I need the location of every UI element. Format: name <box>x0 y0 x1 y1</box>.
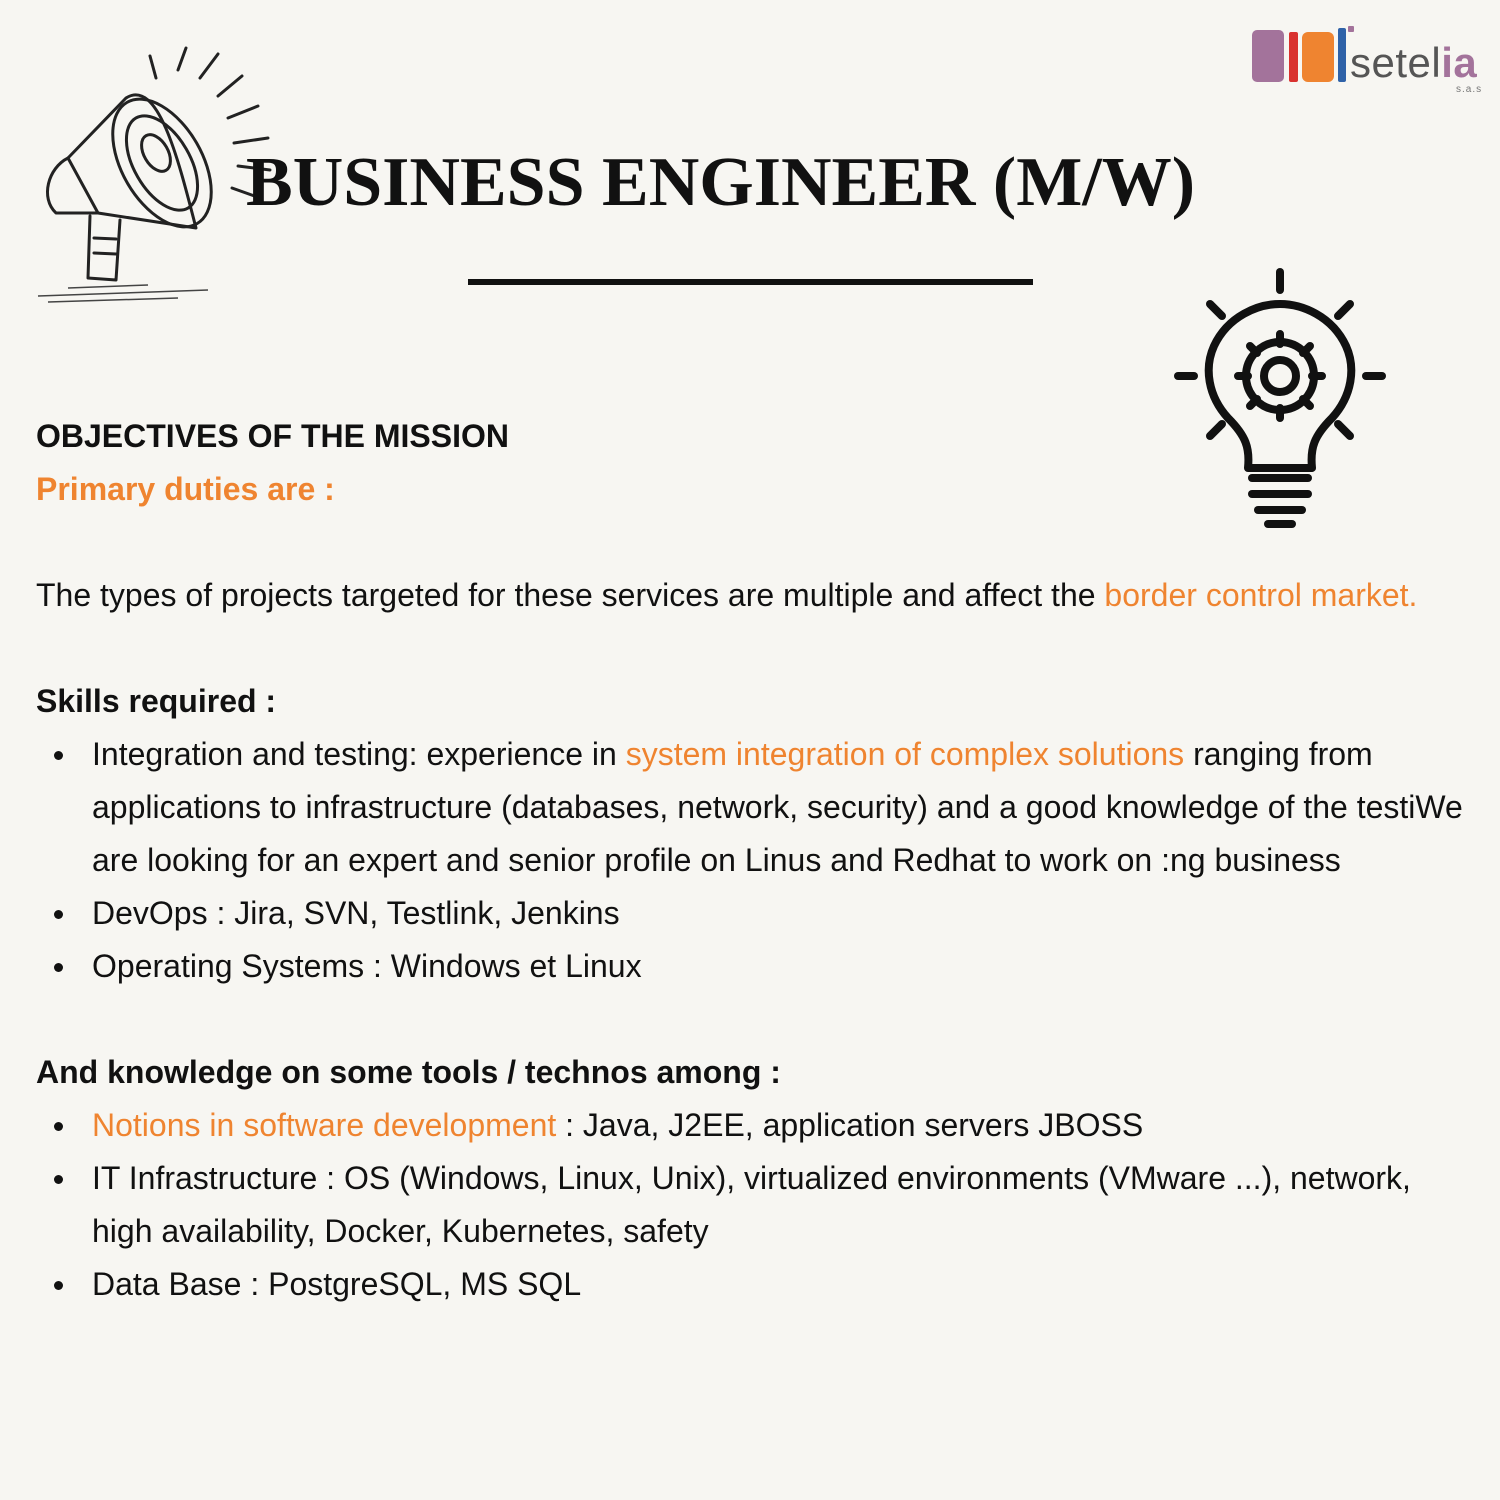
skills-list <box>36 728 1466 993</box>
logo-bar-orange <box>1302 32 1334 82</box>
skill-text-after: ranging from applications to infrastructure (databases, network, security) and a good knowledge of the testiWe are looking for an expert and senior profile on Linus and Redhat to work on :ng business <box>92 736 1463 878</box>
logo-bar-blue <box>1338 28 1346 82</box>
knowledge-text: IT Infrastructure : OS (Windows, Linux, Unix), virtualized environments (VMware ...), network, high availability, Docker, Kubernetes, safety <box>92 1160 1411 1249</box>
spacer <box>36 993 1466 1046</box>
knowledge-text-after: : Java, J2EE, application servers JBOSS <box>556 1107 1144 1143</box>
objectives-paragraph-highlight: border control market. <box>1104 577 1418 613</box>
spacer <box>36 516 1466 569</box>
objectives-subheading: Primary duties are : <box>36 471 335 507</box>
page-title: BUSINESS ENGINEER (M/W) <box>246 144 1196 221</box>
list-item <box>92 940 1466 993</box>
knowledge-text: Data Base : PostgreSQL, MS SQL <box>92 1266 582 1302</box>
list-item <box>92 1152 1466 1258</box>
logo-text-main: setel <box>1350 39 1442 86</box>
main-content <box>36 410 1466 1311</box>
list-item <box>92 728 1466 887</box>
logo-bar-red <box>1289 32 1298 82</box>
knowledge-highlight: Notions in software development <box>92 1107 557 1143</box>
title-divider <box>468 279 1033 285</box>
knowledge-list <box>36 1099 1466 1311</box>
skill-text: Operating Systems : Windows et Linux <box>92 948 642 984</box>
logo-wordmark <box>1350 39 1478 86</box>
skill-highlight: system integration of complex solutions <box>625 736 1185 772</box>
logo-subtext: s.a.s <box>1456 84 1483 95</box>
logo-mark <box>1250 26 1365 84</box>
knowledge-heading: And knowledge on some tools / technos among : <box>36 1054 781 1090</box>
skill-text: DevOps : Jira, SVN, Testlink, Jenkins <box>92 895 620 931</box>
skills-heading: Skills required : <box>36 683 277 719</box>
list-item <box>92 1099 1466 1152</box>
objectives-heading: OBJECTIVES OF THE MISSION <box>36 418 509 454</box>
spacer <box>36 622 1466 675</box>
logo-bar-purple <box>1252 30 1284 82</box>
logo-text-accent: ia <box>1441 39 1478 86</box>
skill-text: Integration and testing: experience in <box>92 736 626 772</box>
objectives-paragraph <box>36 569 1466 622</box>
logo-dot <box>1348 26 1354 32</box>
list-item <box>92 887 1466 940</box>
objectives-paragraph-text: The types of projects targeted for these services are multiple and affect the <box>36 577 1105 613</box>
list-item <box>92 1258 1466 1311</box>
company-logo <box>1250 20 1490 100</box>
